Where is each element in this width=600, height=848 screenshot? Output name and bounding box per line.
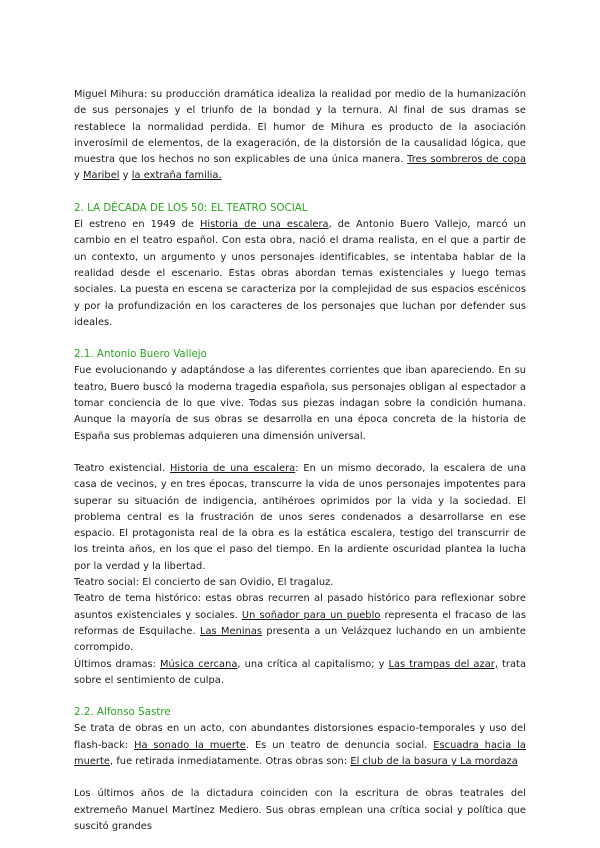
spacer: [74, 331, 526, 347]
work-title-las-trampas-del-azar: Las trampas del azar,: [388, 658, 499, 670]
work-title-el-club-de-la-basura: El club de la basura y La mordaza: [350, 755, 518, 767]
subsection-heading-sastre: 2.2. Alfonso Sastre: [74, 707, 171, 719]
paragraph-text: , una crítica al capitalismo; y: [237, 658, 389, 670]
spacer: [74, 185, 526, 201]
paragraph-text: : En un mismo decorado, la escalera de una casa de vecinos, y en tres épocas, transcurre la vida de unos personajes impotentes para superar su situación de indigencia, antihéroes oprimidos por la vida y la sociedad. El problema central es la frustración de unos seres condenados a desarrollarse en ese espacio. El protagonista real de la obra es la estática escalera, testigo del transcurrir de los treinta años, en los que el paso del tiempo. En la ardiente oscuridad plantea la lucha por la verdad y la libertad.: [74, 462, 526, 572]
teatro-social-line: Teatro social: El concierto de san Ovidio, El tragaluz.: [74, 577, 334, 589]
paragraph-text: representa el fracaso de las reformas de Esquilache.: [74, 609, 527, 637]
work-title-tres-sombreros: Tres sombreros de copa: [407, 154, 527, 166]
work-title-ha-sonado-la-muerte: Ha sonado la muerte: [134, 739, 246, 751]
paragraph-text: trata sobre el sentimiento de culpa.: [74, 658, 526, 686]
ultimos-dramas-paragraph: [74, 657, 526, 690]
separator-text: y: [119, 170, 132, 182]
paragraph-text: , de Antonio Buero Vallejo, marcó un cambio en el teatro español. Con esta obra, nació el drama realista, en el que a partir de un contexto, un argumento y unos personajes identificables, se intentaba hablar de la realidad desde el escenario. Estas obras abordan temas existenciales y luego temas sociales. La puesta en escena se caracteriza por la complejidad de sus espacios escénicos y por la profundización en los caracteres de los personajes que luchan por defender sus ideales.: [74, 219, 527, 328]
subsection-heading-buero: 2.1. Antonio Buero Vallejo: [74, 349, 207, 361]
genre-label: Teatro existencial.: [74, 462, 170, 474]
paragraph-text: presenta a un Velázquez luchando en un ambiente corrompido.: [74, 625, 526, 654]
paragraph-text: . Es un teatro de denuncia social.: [245, 739, 434, 751]
paragraph-text: El estreno en 1949 de: [74, 219, 200, 231]
section-heading-teatro-social: 2. LA DÉCADA DE LOS 50: EL TEATRO SOCIAL: [74, 202, 308, 214]
paragraph-text: , fue retirada inmediatamente. Otras obras son:: [109, 755, 351, 767]
paragraph-text: Teatro de tema histórico: estas obras recurren al pasado histórico para reflexionar sobre asuntos existenciales y sociales.: [74, 593, 526, 621]
spacer: [74, 689, 526, 705]
work-title-historia-escalera: Historia de una escalera: [170, 462, 296, 474]
work-title-las-meninas: Las Meninas: [199, 625, 263, 637]
teatro-social-paragraph: [74, 217, 526, 331]
teatro-existencial-paragraph: [74, 461, 526, 575]
spacer: [74, 445, 526, 461]
work-title-musica-cercana: Música cercana: [160, 658, 238, 670]
paragraph-text: Se trata de obras en un acto, con abundantes distorsiones espacio-temporales y uso del flash-back:: [74, 723, 526, 751]
work-title-historia-escalera: Historia de una escalera: [199, 219, 329, 231]
spacer: [74, 770, 526, 786]
mihura-text: Miguel Mihura: su producción dramática idealiza la realidad por medio de la humanización de sus personajes y el triunfo de la bondad y la ternura. Al final de sus dramas se restablece la normalidad perdida. El humor de Mihura es producto de la asociación inverosímil de elementos, de la exageración, de la distorsión de la causalidad lógica, que muestra que los hechos no son explicables de una única manera.: [74, 89, 526, 166]
document-body: [74, 87, 526, 835]
paragraph-text: Últimos dramas:: [74, 658, 161, 670]
work-title-un-sonador: Un soñador para un pueblo: [241, 609, 381, 621]
buero-intro-paragraph: Fue evolucionando y adaptándose a las diferentes corrientes que iban apareciendo. En su teatro, Buero buscó la moderna tragedia española, sus personajes obligan al espectador a tomar conciencia de lo que vive. Todas sus piezas indagan sobre la condición humana. Aunque la mayoría de sus obras se desarrolla en una época concreta de la historia de España sus problemas adquieren una dimensión universal.: [74, 365, 526, 442]
closing-paragraph: Los últimos años de la dictadura coinciden con la escritura de obras teatrales del extremeño Manuel Martínez Mediero. Sus obras emplean una crítica social y política que suscitó grandes: [74, 788, 526, 832]
sastre-paragraph: [74, 721, 526, 770]
work-title-la-extrana-familia: la extraña familia.: [131, 170, 222, 182]
work-title-escuadra-hacia-la-muerte: Escuadra hacia la muerte: [74, 739, 526, 767]
teatro-historico-paragraph: [74, 591, 526, 656]
work-title-maribel: Maribel: [83, 170, 120, 182]
mihura-paragraph: [74, 87, 526, 185]
separator-text: y: [74, 170, 84, 182]
